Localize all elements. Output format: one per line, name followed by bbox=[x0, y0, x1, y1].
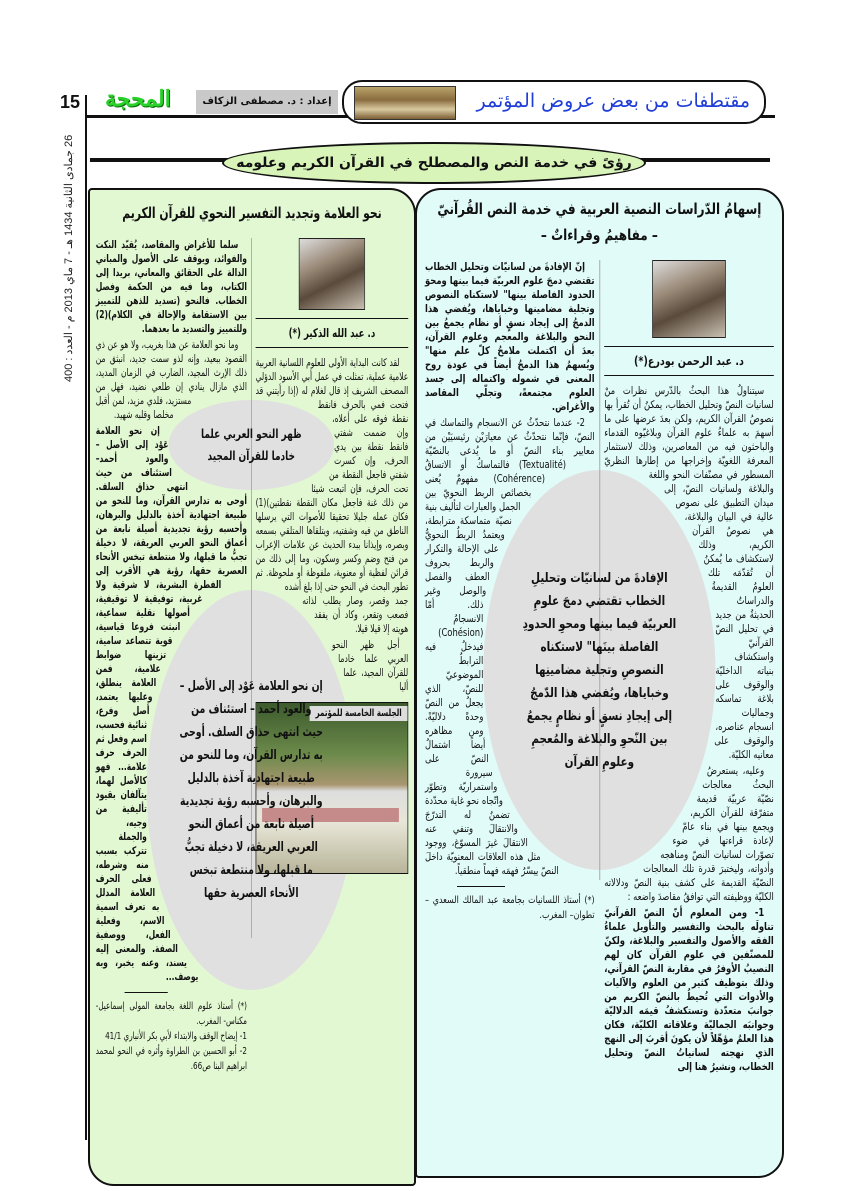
paragraph: 1- ومن المعلوم أنّ النصّ القرآنيّ تناولَه بالبحث والتفسير والتأويل علماءُ الفقه والأصول والتفسير والبلاغة، ولكنّ للمصنّفين في علوم القرآن كان لهم النصيبُ الأوفرُ في مقاربة النصّ القرآني، وذلك بتوظيف كثير من العلوم والآليات والأدوات التي تُحيطُ بالنصّ الكريم من جوانبَ متعدّدة وتستكشفُ قيمَه الدلاليّة وجوانبَه الجماليّة وعلاقاته الكليّة، فكان هذا العلمُ مؤهّلاً لأن يكونَ أقربَ إلى النهج الذي نهجته لسانياتُ النصّ وتحليل الخطاب، ونشيرُ هنا إلى bbox=[604, 907, 774, 1073]
pull-quote-large: إن نحو العلامة عَوْد إلى الأصل – والعود أحمد – استئناف من حيث انتهى حذاق السلف. أوحى به تدارس القرآن، وما للنحو من طبيعة اجتهادية آخذة بالدليل والبرهان، وأحسبه رؤية تجديدية أصيلة نابعة من أعماق النحو العربي العريقة، لا دخيلة تجبُّ ما قبلها، ولا منتطعة تبخس الأنحاء العصرية حقها bbox=[179, 679, 323, 901]
author-photo bbox=[299, 238, 365, 310]
left-article bbox=[88, 188, 416, 1186]
pull-quote-small: ظهر النحو العربي علما خادما للقرآن المجيد bbox=[201, 426, 302, 463]
issue-date: 26 جمادى الثانية 1434 هـ - 7 ماي 2013 م - العدد : 400 bbox=[63, 135, 75, 383]
author-photo bbox=[652, 260, 726, 338]
prepared-by: إعداد : د. مصطفى الزكاف bbox=[196, 90, 338, 114]
footnote-rule bbox=[457, 886, 505, 887]
title-line-2: – مفاهيمُ وقراءاتٌ – bbox=[540, 226, 658, 244]
footnote: (*) أستاذ علوم اللغة بجامعة المولى إسماعيل- مكناس- المغرب. bbox=[95, 1001, 247, 1027]
left-article-title: نحو العلامة وتجديد التفسير النحوي للقرآن الكريم bbox=[122, 204, 382, 222]
paragraph: سلما للأغراض والمقاصد، يُقيّد النكت والفوائد، ويوقف على الأصول والمباني الدالة على الحقائق والمعاني، بريدا إلى الكتاب، وما فيه من الحكمة وفصل الخطاب. فالنحو (تسديد للذهن للتمييز بين الاستقامة والإحالة في الكلام)(2) وللتمييز والتسديد ما بعدهما. bbox=[95, 239, 247, 335]
photo-caption: الجلسة الخامسة للمؤتمر bbox=[310, 706, 408, 721]
brand-logo: المحجة bbox=[105, 86, 171, 112]
paragraph: إنّ الإفادةَ من لسانيّات وتحليل الخطاب تقتضي دمجَ علوم العربيّة فيما بينها ومحوَ الحدود الفاصلة بينها" لاستكناه النصوص وتجلية مضامينها وخباياها، ويُفضي هذا الدمجُ إلى إيجاد نسقٍ أو نظام يجمعُ بين النحو والبلاغة والمعجم وعلوم القرآن، بعدَ أن اكتملت ملامحُ كلّ علم منها" ويُسهمُ هذا الدمجُ أيضاً في عودة روح المعنى في شموله واكتماله إلى جسد العلوم مجتمعةً، وتجلّي المقاصد والأغراض. bbox=[425, 261, 595, 413]
right-article-title bbox=[425, 196, 774, 248]
left-article-body bbox=[90, 190, 414, 1184]
pull-quote: الإفادةَ من لسانيّات وتحليلِ الخطاب تقتضي دمجَ علومِ العربيّة فيما بينها ومحوِ الحدودِ الفاصلة بينَها" لاستكناه النصوصِ وتجلية مضامينِها وخباياها، ويُفضي هذا الدّمجُ إلى إيجادِ نسقٍ أو نظامٍ يجمعُ بين النّحوِ والبلاغة والمُعجمِ وعلومِ القرآن bbox=[522, 570, 677, 770]
paragraph: سيتناولُ هذا البحثُ بالدّرس نظرات منْ لسانيات النصّ وتحليل الخطاب، يمكنُ أن تُقرأ بها نصوصُ القرآن الكريم، ولكن بعدَ عرضها على ما أسهمَ به علماءُ علوم القرآن وبلاغيّوه القدماء والباحثون فيه من المعاصرين، وذلك لاستثمار المعرفة اللغويّة وإخراجها من إطارها النظريّ المسطور في مصنّفات النحو واللغة والبلاغة ولسانيات النصّ، إلى ميدان التطبيق على نصوص عالية في البيان والبلاغة، هي نصوصُ القرآن الكريم، وذلك لاستكشاف ما يُمكنُ أن تُقدّمَه تلك العلومُ القديمةُ والدراساتُ الحديثةُ من جديد في تحليل النصّ القرآنيّ واستكشاف بنياته الداخليّة والوقوف على بلاغة تماسكه وجماليات انسجام عناصره، والوقوف على معانيه الكليّة. bbox=[604, 385, 774, 761]
paragraph: لقد كانت البداية الأولى للعلوم اللسانية العربية علامية عملية، تمثلت في عمل أبي الأسود الدؤلي المصحف الشريف إذ قال لغلام له (إذا رأيتني قد فتحت فمي بالحرف فانقط نقطة فوقه على أعلاه، وإن ضممت شفتي فانقط نقطة بين يدي الحرف، وإن كسرت شفتي فاجعل النقطة من تحت الحرف، فإن اتبعت شيئا من ذلك غنة فاجعل مكان النقطة نقطتين)(1) فكان عمله جليلا تحقيقا للأصوات التي يرسلها الناطق من فيه وشفتيه، ويتلقاها المتلقي بسمعه وبصره، وإيذانا ببدء الحديث عن علامات الإعراب من فتح وضم وكسر وسكون، وما إلى ذلك من قرائن لفظية أو معنوية، ملفوظة أو ملحوظة. ثم تطور البحث في النحو حتى إذا بلغ أشده جمد وقصر، وصار يطلب لذاته فصعب وتقعر، وكاد أن يفقد هويته إلا قيلا قيلا. bbox=[255, 357, 409, 635]
paragraph: إن نحو العلامة عَوْد إلى الأصل – والعود أحمد– استئناف من حيث انتهى حذاق السلف. أوحى به تدارس القرآن، وما للنحو من طبيعة اجتهادية آخذة بالدليل والبرهان، وأحسبه رؤية تجديدية أصيلة نابعة من أعماق النحو العربي العريقة، لا دخيلة تجبُّ ما قبلها، ولا منتطعة تبخس الأنحاء العصرية حقها، رؤية هي الأقرب إلى الفطرة البشرية، لا شرقية ولا غربية، توفيقية لا توقيفية، أصولها نقلية سماعية، انبثت فروعا قياسية، قوية تتصاعد سامية، تزينها ضوابط علامية، فمن العلامة ينطلق، وعليها يعتمد، أصل وفرع، ثنائية فحسب، اسم وفعل ثم الحرف حرف علامة... فهو كالأصل لهما، يتآلفان بقيود تأليفية من وجيه، والجملة تتركب بسبب منه وشرطه، فعلى الحرف العلامة المدلل به تعرف اسمية الاسم، وفعلية الفعل، ووصفية الصفة. والمعنى إليه يسند، وعنه يخبر، وبه يوصف... bbox=[95, 425, 247, 983]
page-banner: رؤىً في خدمة النص والمصطلح في القرآن الكريم وعلومه bbox=[222, 142, 646, 184]
page-number: 15 bbox=[60, 92, 81, 112]
paragraph: 2- عندما نتحدّثُ عن الانسجام والتماسك في النصّ، فإنّما نتحدّثُ عن معيارَيْن رئيسيَيْن من معايير بناء النصّ أو ما يُدعى بالنصّيّة (Textualité) فالتماسكُ أو الاتساقُ (Cohérence) مفهومٌ يُعنى بخصائص الربط النحويّ بين الجمل والعبارات لتأليف بنية نصيّة متماسكة مترابطة، ويعتمدُ الربطُ النحويُّ على الإحالة والتكرار والربط بحروف العطف والفصل والوصل وغير ذلك. أمّا الانسجامُ (Cohésion) فيدخلُ فيه الترابطُ الموضوعيّ للنصّ، الذي يجعلُ من النصّ وحدةً دلاليّةً. ومن مظاهره أيضاً اشتمالُ النصّ على سيرورة واستمراريّة وتطوّر واتّجاه نحو غاية محدّدة تضمنُ له التدرّجَ والانتقالَ وتنفي عنه الانتقالَ غيرَ المسوّغ، ووجود مثل هذه العلاقات المعنويّة داخلَ النصّ ييسّرُ فهمَه فهماً منطقياً. bbox=[425, 417, 595, 877]
paragraph: أجل ظهر النحو العربي علما خادما للقرآن المجيد، علما أليا bbox=[331, 639, 409, 693]
section-title: مقتطفات من بعض عروض المؤتمر bbox=[476, 90, 750, 112]
paragraph: وما نحو العلامة عن هذا بغريب، ولا هو عن ذي القصود ببعيد، وإنه لذو سمت جديد، انبثق من ذلك الإرث المجيد، الضارب في الزمان المديد، الذي مازال ينادي إن طلعي نضيد، فهل من مستزيد، فلدي مزيد، لمن أقبل مخلصا وقلبه شهيد. bbox=[95, 339, 247, 421]
right-article-footnote bbox=[425, 886, 595, 923]
right-article-body bbox=[417, 190, 782, 1176]
footnote: 2- أبو الحسين بن الطراوة وأثره في النحو لمحمد ابراهيم البنا ص66. bbox=[95, 1046, 247, 1072]
author-name: د. عبد الرحمن بودرع(*) bbox=[604, 346, 774, 376]
paragraph: وعليه، يستعرضُ البحثُ معالجات نصّيّة عربيّة قديمة متفرّقة للقرآن الكريم، ويجمع بينها في بناء عامّ لإعادة قراءتها في ضوء تصوّرات لسانيات النصّ ومناهجه وأدواته، وليختبرَ قدرة تلك المعالجات النصّيّة القديمة على كشف بنية النصّ ودلالاته الكليّة ووظيفته التي توافقُ مقاصدَ واضعه : bbox=[604, 765, 774, 903]
title-line-1: إسهامُ الدّراسات النصية العربية في خدمة النص القُرآنيّ bbox=[437, 200, 762, 218]
author-name: د. عبد الله الذكير (*) bbox=[256, 318, 409, 348]
right-article bbox=[415, 188, 784, 1178]
footnote-rule bbox=[125, 992, 168, 993]
footnote: (*) أستاذ اللسانيات بجامعة عبد المالك السعدي – تطوان– المغرب. bbox=[425, 895, 595, 921]
page-margin-rule bbox=[85, 95, 87, 1140]
left-article-footnotes bbox=[96, 992, 247, 1074]
footnote: 1- إيضاح الوقف والابتداء لأبي بكر الأنباري 41/1 bbox=[105, 1031, 247, 1042]
section-header bbox=[342, 80, 766, 124]
conference-hall-thumbnail bbox=[354, 86, 456, 120]
